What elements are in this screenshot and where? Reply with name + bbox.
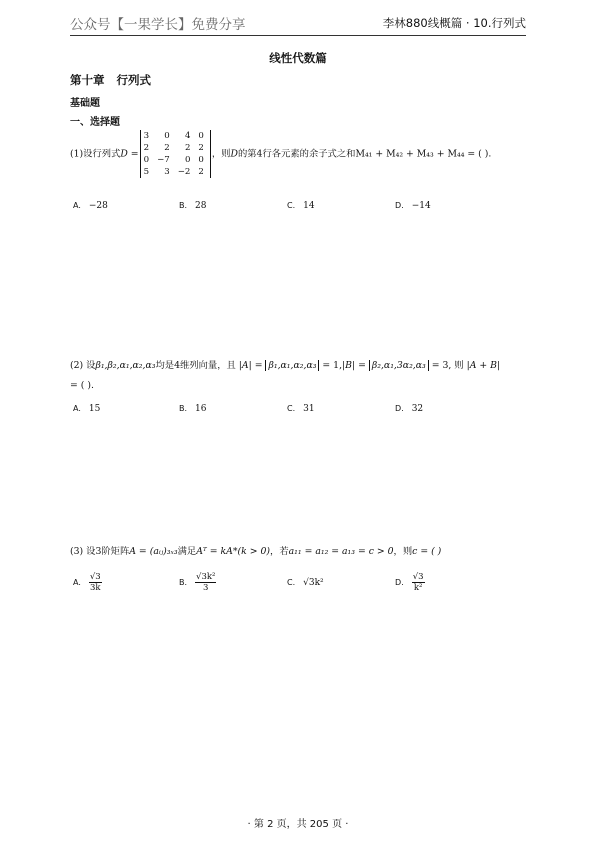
- q3-number: (3): [70, 546, 84, 557]
- q2-option-b[interactable]: [179, 404, 206, 414]
- matrix-row: [143, 154, 208, 166]
- matrix-cell: 5: [143, 167, 150, 177]
- matrix-cell: 0: [143, 155, 150, 165]
- q1-prefix: 设行列式: [83, 148, 121, 160]
- fraction-numerator: √3: [412, 572, 424, 582]
- question-2-line-1: [70, 360, 500, 372]
- q2-option-a[interactable]: [73, 404, 100, 414]
- option-value: −14: [411, 201, 431, 211]
- q3-condition-2: a₁₁ = a₁₂ = a₁₃ = c > 0: [288, 546, 394, 557]
- header-rule: [70, 35, 526, 36]
- q1-mid-text-2: 的第4行各元素的余子式之和: [237, 148, 356, 160]
- option-label: A.: [73, 578, 81, 587]
- matrix-cell: 0: [184, 155, 191, 165]
- q2-determinant-2: [369, 360, 429, 371]
- chapter-title: 行列式: [116, 73, 151, 87]
- option-label: C.: [287, 404, 296, 413]
- q2-vectors: β₁,β₂,α₁,α₂,α₃: [95, 360, 156, 371]
- option-label: A.: [73, 201, 81, 210]
- q1-matrix-table: [143, 130, 208, 178]
- q1-mid-text: ，则: [211, 148, 231, 160]
- q3-text-b: 满足: [177, 546, 197, 557]
- matrix-cell: 2: [184, 143, 191, 153]
- option-value: √3k²: [303, 578, 324, 588]
- question-3: [70, 546, 441, 558]
- option-value: −28: [88, 201, 108, 211]
- q1-option-c[interactable]: [287, 201, 315, 211]
- matrix-cell: −7: [157, 155, 170, 165]
- q1-option-d[interactable]: [395, 201, 431, 211]
- header-left-text: 公众号【一果学长】免费分享: [70, 17, 246, 33]
- option-label: B.: [179, 578, 188, 587]
- option-label: B.: [179, 404, 188, 413]
- q3-option-d[interactable]: [395, 572, 425, 593]
- fraction: [412, 572, 425, 593]
- option-label: A.: [73, 404, 81, 413]
- matrix-cell: 2: [198, 143, 204, 153]
- subtitle: 基础题: [70, 98, 100, 109]
- matrix-cell: 4: [184, 131, 191, 141]
- matrix-cell: 0: [164, 131, 170, 141]
- q2-eq-1: = 1,: [322, 360, 343, 371]
- q1-var-d: D: [120, 148, 128, 160]
- matrix-row: [143, 130, 208, 142]
- q3-ask: c = ( ): [412, 546, 442, 557]
- q3-option-a[interactable]: [73, 572, 102, 593]
- matrix-cell: 2: [164, 143, 170, 153]
- fraction: [89, 572, 102, 593]
- q1-number: (1): [70, 148, 84, 160]
- header-right-text: 李林880线概篇 · 10.行列式: [382, 16, 526, 30]
- q2-text-a: 设: [86, 360, 96, 371]
- q1-sum-expression: M₄₁ + M₄₂ + M₄₃ + M₄₄ = ( ).: [355, 148, 492, 160]
- chapter-number: 第十章: [70, 73, 105, 87]
- q1-determinant: [140, 130, 211, 178]
- question-1: (1)设行列式D = 3 0 4 0 2 2 2 2 0 −7 0 0 5 3 −2 2 ，则D的第4行各元素的余子式之和M₄₁ + M₄₂ + M₄₃ + M₄₄ = ( ).: [70, 131, 492, 177]
- page-footer: · 第 2 页，共 205 页 ·: [247, 819, 349, 830]
- q2-text-b: 均是4维列向量，且: [155, 360, 236, 371]
- fraction-denominator: k²: [413, 583, 423, 593]
- option-label: D.: [395, 578, 404, 587]
- fraction-numerator: √3: [89, 572, 101, 582]
- matrix-cell: 0: [198, 155, 204, 165]
- option-value: 16: [195, 404, 207, 414]
- option-label: B.: [179, 201, 188, 210]
- fraction-denominator: 3: [203, 583, 209, 593]
- matrix-row: [143, 142, 208, 154]
- q1-option-a[interactable]: [73, 201, 108, 211]
- q3-matrix-expr: (aᵢⱼ)₃ₓ₃: [149, 546, 178, 557]
- option-label: D.: [395, 404, 404, 413]
- question-2-line-2: = ( ).: [70, 380, 94, 391]
- q1-option-b[interactable]: [179, 201, 206, 211]
- option-value: 31: [303, 404, 315, 414]
- matrix-cell: 2: [198, 167, 204, 177]
- matrix-cell: 3: [164, 167, 170, 177]
- chapter-heading: [70, 72, 151, 88]
- matrix-row: [143, 166, 208, 178]
- matrix-cell: 0: [198, 131, 204, 141]
- q2-abs-b: |B| =: [342, 360, 366, 371]
- q2-number: (2): [70, 360, 84, 371]
- fraction-denominator: 3k: [90, 583, 101, 593]
- q2-det-1-content: β₁,α₁,α₂,α₃: [268, 360, 317, 371]
- option-value: 14: [303, 201, 315, 211]
- q2-abs-a: |A| =: [238, 360, 263, 371]
- q2-abs-ab: |A + B|: [466, 360, 501, 371]
- option-label: D.: [395, 201, 404, 210]
- q3-condition: Aᵀ = kA*(k > 0): [196, 546, 271, 557]
- q3-text-d: ，则: [393, 546, 413, 557]
- option-value: 15: [88, 404, 101, 414]
- option-label: C.: [287, 201, 296, 210]
- fraction-numerator: √3k²: [196, 572, 216, 582]
- option-value: 32: [411, 404, 424, 414]
- matrix-cell: 2: [143, 143, 150, 153]
- q2-option-d[interactable]: [395, 404, 423, 414]
- fraction: [195, 572, 216, 593]
- option-label: C.: [287, 578, 296, 587]
- q1-var-d-2: D: [230, 148, 238, 160]
- section-heading: 一、选择题: [70, 117, 120, 128]
- part-title: 线性代数篇: [269, 51, 327, 65]
- q2-eq-2: = 3, 则: [431, 360, 464, 371]
- option-value: 28: [195, 201, 207, 211]
- q2-determinant-1: [265, 360, 319, 371]
- q2-det-2-content: β₂,α₁,3α₂,α₃: [371, 360, 426, 371]
- q2-option-c[interactable]: [287, 404, 315, 414]
- q3-text-c: ，若: [270, 546, 289, 557]
- matrix-cell: −2: [177, 167, 191, 177]
- q3-text-a: 设3阶矩阵: [86, 546, 130, 557]
- q3-a-eq: A =: [129, 546, 147, 557]
- matrix-cell: 3: [143, 131, 150, 141]
- q3-option-c[interactable]: [287, 578, 324, 588]
- q3-option-b[interactable]: [179, 572, 216, 593]
